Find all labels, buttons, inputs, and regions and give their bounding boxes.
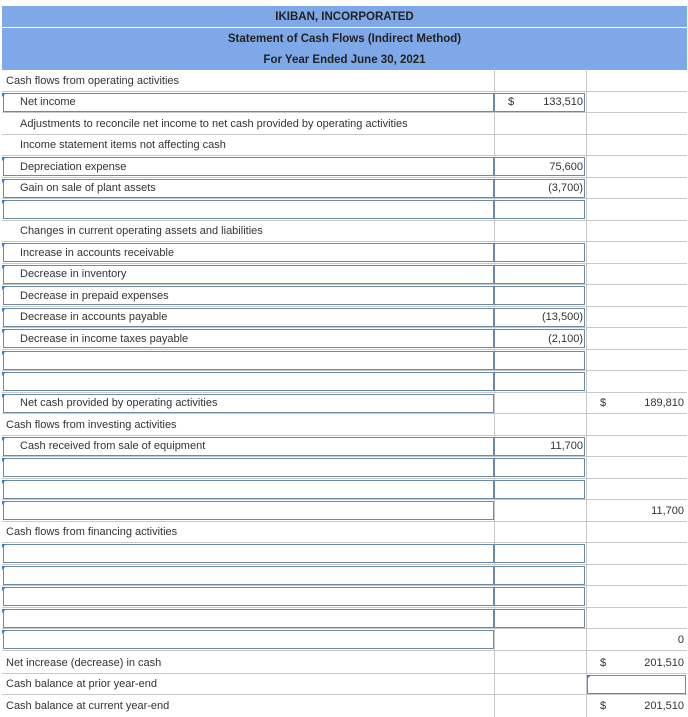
table-row: [2, 457, 687, 479]
table-row: [2, 674, 687, 696]
dropdown-flag-icon: [2, 200, 6, 204]
table-row: [2, 199, 687, 221]
table-row: [2, 221, 687, 243]
amount-input[interactable]: [494, 458, 585, 477]
total-value: 189,810: [644, 397, 684, 410]
table-row: [2, 135, 687, 157]
amount-input[interactable]: [494, 243, 585, 262]
dropdown-flag-icon: [2, 566, 6, 570]
dropdown-flag-icon: [2, 630, 6, 634]
dropdown-flag-icon: [2, 394, 6, 398]
currency-symbol: $: [508, 96, 515, 109]
table-row: [2, 608, 687, 630]
dropdown-flag-icon: [2, 437, 6, 441]
line-item-input[interactable]: [3, 351, 494, 370]
dropdown-flag-icon: [2, 372, 6, 376]
table-row: [2, 500, 687, 522]
dropdown-flag-icon: [2, 157, 6, 161]
amount-value: (2,100): [548, 332, 583, 345]
currency-symbol: $: [600, 699, 607, 712]
amount-input[interactable]: [494, 587, 585, 606]
dropdown-flag-icon: [2, 308, 6, 312]
line-item-input[interactable]: [3, 544, 494, 563]
amount-input[interactable]: [494, 200, 585, 219]
table-row: [2, 565, 687, 587]
line-item-input[interactable]: [3, 501, 494, 520]
amount-input[interactable]: [494, 544, 585, 563]
table-row: [2, 307, 687, 329]
dropdown-flag-icon: [2, 351, 6, 355]
line-item-label: Gain on sale of plant assets: [20, 182, 156, 195]
table-row: [2, 629, 687, 651]
line-item-input[interactable]: [3, 93, 494, 112]
line-item-input[interactable]: [3, 630, 494, 649]
line-item-label: Cash balance at prior year-end: [6, 678, 158, 691]
line-item-input[interactable]: [3, 372, 494, 391]
line-item-label: Decrease in accounts payable: [20, 311, 168, 324]
line-item-label: Income statement items not affecting cash: [20, 139, 226, 152]
table-row: [2, 586, 687, 608]
table-row: [2, 113, 687, 135]
currency-symbol: $: [600, 397, 607, 410]
line-item-label: Decrease in income taxes payable: [20, 332, 189, 345]
line-item-label: Net income: [20, 96, 76, 109]
line-item-label: Depreciation expense: [20, 160, 127, 173]
total-value: 201,510: [644, 699, 684, 712]
line-item-input[interactable]: [3, 587, 494, 606]
amount-input[interactable]: [494, 480, 585, 499]
currency-symbol: $: [600, 656, 607, 669]
table-row: [2, 328, 687, 350]
dropdown-flag-icon: [2, 243, 6, 247]
amount-value: 11,700: [550, 440, 583, 453]
dropdown-flag-icon: [2, 286, 6, 290]
dropdown-flag-icon: [2, 265, 6, 269]
table-row: [2, 436, 687, 458]
dropdown-flag-icon: [2, 587, 6, 591]
section-heading: Cash flows from financing activities: [6, 526, 178, 539]
total-value: 201,510: [644, 656, 684, 669]
amount-value: (3,700): [548, 182, 583, 195]
table-row: [2, 414, 687, 436]
table-row: [2, 350, 687, 372]
amount-input[interactable]: [494, 286, 585, 305]
table-row: [2, 242, 687, 264]
amount-value: 133,510: [543, 96, 583, 109]
line-item-input[interactable]: [3, 566, 494, 585]
amount-value: (13,500): [542, 311, 583, 324]
amount-value: 75,600: [549, 160, 583, 173]
table-row: [2, 92, 687, 114]
dropdown-flag-icon: [2, 179, 6, 183]
table-row: [2, 652, 687, 674]
line-item-label: Cash balance at current year-end: [6, 699, 170, 712]
line-item-input[interactable]: [3, 480, 494, 499]
table-row: [2, 371, 687, 393]
table-row: [2, 393, 687, 415]
table-row: [2, 264, 687, 286]
line-item-input[interactable]: [3, 609, 494, 628]
total-value: 11,700: [651, 504, 684, 517]
section-subheading: Changes in current operating assets and liabilities: [20, 225, 263, 238]
table-row: [2, 178, 687, 200]
dropdown-flag-icon: [587, 675, 591, 679]
section-heading: Cash flows from investing activities: [6, 418, 177, 431]
amount-input[interactable]: [494, 265, 585, 284]
dropdown-flag-icon: [2, 480, 6, 484]
line-item-label: Net cash provided by operating activities: [20, 397, 218, 410]
amount-input[interactable]: [494, 609, 585, 628]
statement-period: For Year Ended June 30, 2021: [2, 49, 687, 70]
table-row: [2, 479, 687, 501]
table-row: [2, 156, 687, 178]
amount-input[interactable]: [494, 351, 585, 370]
line-item-label: Net increase (decrease) in cash: [6, 656, 162, 669]
table-row: [2, 695, 687, 717]
amount-input[interactable]: [494, 566, 585, 585]
company-name: IKIBAN, INCORPORATED: [2, 6, 687, 27]
table-row: [2, 543, 687, 565]
dropdown-flag-icon: [2, 609, 6, 613]
line-item-label: Cash received from sale of equipment: [20, 440, 206, 453]
dropdown-flag-icon: [2, 329, 6, 333]
line-item-input[interactable]: [3, 200, 494, 219]
cash-balance-input[interactable]: [587, 675, 686, 694]
amount-input[interactable]: [494, 372, 585, 391]
dropdown-flag-icon: [2, 501, 6, 505]
statement-title: Statement of Cash Flows (Indirect Method): [2, 28, 687, 49]
line-item-label: Increase in accounts receivable: [20, 246, 175, 259]
dropdown-flag-icon: [2, 93, 6, 97]
total-value: 0: [677, 633, 684, 646]
dropdown-flag-icon: [2, 458, 6, 462]
line-item-input[interactable]: [3, 458, 494, 477]
line-item-label: Decrease in prepaid expenses: [20, 289, 169, 302]
dropdown-flag-icon: [2, 544, 6, 548]
table-row: [2, 70, 687, 92]
line-item-label: Decrease in inventory: [20, 268, 127, 281]
section-heading: Cash flows from operating activities: [6, 74, 180, 87]
table-row: [2, 285, 687, 307]
line-item-label: Adjustments to reconcile net income to net cash provided by operating activities: [20, 117, 408, 130]
table-row: [2, 522, 687, 544]
